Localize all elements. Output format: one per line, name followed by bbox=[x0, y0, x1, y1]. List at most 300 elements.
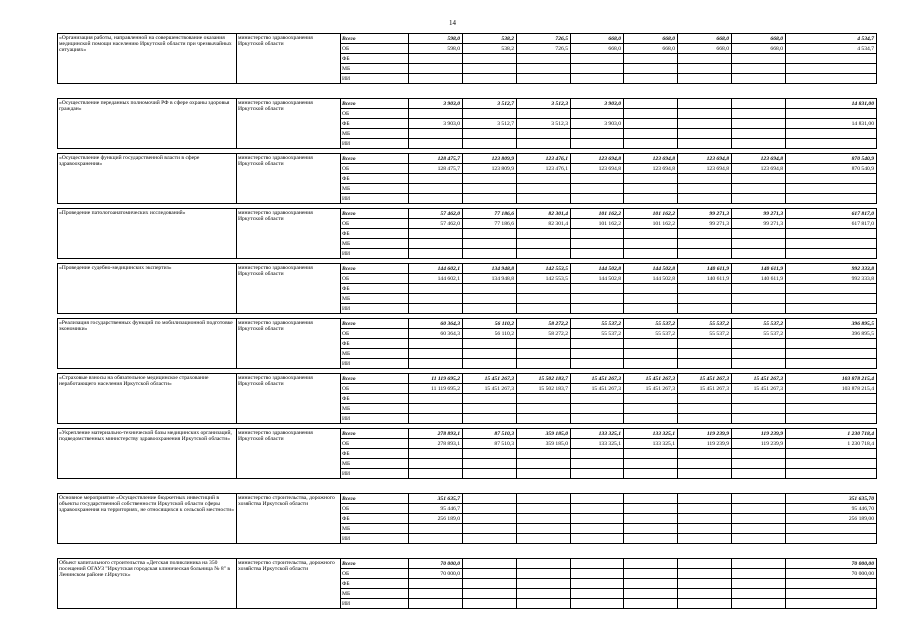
total-cell: 4 534,7 bbox=[786, 44, 877, 54]
year-value-cell bbox=[517, 349, 571, 359]
year-value-cell bbox=[571, 339, 624, 349]
year-value-cell bbox=[732, 449, 786, 459]
year-value-cell: 256 189,0 bbox=[409, 514, 463, 524]
year-value-cell bbox=[517, 64, 571, 74]
funding-source-code: ОБ bbox=[341, 329, 409, 339]
total-cell bbox=[786, 294, 877, 304]
year-value-cell: 668,0 bbox=[624, 44, 678, 54]
year-value-cell bbox=[517, 284, 571, 294]
year-value-cell bbox=[732, 239, 786, 249]
year-value-cell bbox=[409, 304, 463, 314]
year-value-cell bbox=[624, 559, 678, 569]
year-value-cell bbox=[463, 64, 517, 74]
total-cell bbox=[786, 184, 877, 194]
year-value-cell bbox=[463, 414, 517, 424]
year-value-cell: 668,0 bbox=[732, 44, 786, 54]
funding-source-code: ИИ bbox=[341, 139, 409, 149]
funding-source-code: Всего bbox=[341, 319, 409, 329]
total-cell: 617 817,0 bbox=[786, 219, 877, 229]
total-cell bbox=[786, 339, 877, 349]
year-value-cell: 3 512,3 bbox=[517, 99, 571, 109]
funding-source-code: МБ bbox=[341, 184, 409, 194]
year-value-cell bbox=[517, 599, 571, 609]
funding-source-code: ИИ bbox=[341, 534, 409, 544]
measure-name: «Реализация государственных функций по мобилизационной подготовке экономики» bbox=[58, 319, 237, 369]
year-value-cell bbox=[571, 359, 624, 369]
year-value-cell: 278 893,1 bbox=[409, 439, 463, 449]
year-value-cell: 3 903,0 bbox=[409, 99, 463, 109]
year-value-cell: 55 537,2 bbox=[732, 329, 786, 339]
year-value-cell bbox=[409, 579, 463, 589]
table-row-total bbox=[58, 34, 877, 44]
total-cell bbox=[786, 579, 877, 589]
funding-source-code: МБ bbox=[341, 459, 409, 469]
year-value-cell bbox=[409, 139, 463, 149]
year-value-cell: 133 325,1 bbox=[571, 439, 624, 449]
total-cell bbox=[786, 459, 877, 469]
year-value-cell bbox=[517, 589, 571, 599]
year-value-cell: 123 694,8 bbox=[624, 154, 678, 164]
year-value-cell bbox=[409, 174, 463, 184]
year-value-cell bbox=[571, 349, 624, 359]
year-value-cell: 15 451 267,3 bbox=[463, 384, 517, 394]
total-cell: 103 878 215,4 bbox=[786, 384, 877, 394]
year-value-cell bbox=[678, 514, 732, 524]
year-value-cell: 140 611,9 bbox=[732, 274, 786, 284]
year-value-cell: 101 162,2 bbox=[571, 219, 624, 229]
executor-name: министерство здравоохранения Иркутской области bbox=[237, 429, 341, 479]
year-value-cell: 133 325,1 bbox=[624, 439, 678, 449]
page-number: 14 bbox=[449, 19, 456, 27]
year-value-cell bbox=[678, 469, 732, 479]
year-value-cell: 140 611,9 bbox=[678, 264, 732, 274]
year-value-cell: 119 239,9 bbox=[678, 429, 732, 439]
year-value-cell bbox=[678, 194, 732, 204]
year-value-cell bbox=[624, 64, 678, 74]
year-value-cell bbox=[624, 394, 678, 404]
total-cell: 870 540,9 bbox=[786, 154, 877, 164]
year-value-cell bbox=[463, 249, 517, 259]
year-value-cell bbox=[732, 139, 786, 149]
year-value-cell: 123 809,9 bbox=[463, 164, 517, 174]
year-value-cell: 123 809,9 bbox=[463, 154, 517, 164]
year-value-cell bbox=[732, 504, 786, 514]
funding-source-code: Всего bbox=[341, 154, 409, 164]
year-value-cell bbox=[517, 239, 571, 249]
funding-source-code: ФБ bbox=[341, 229, 409, 239]
year-value-cell bbox=[463, 304, 517, 314]
total-cell bbox=[786, 524, 877, 534]
year-value-cell bbox=[571, 534, 624, 544]
block-spacer bbox=[58, 84, 877, 99]
funding-source-code: Всего bbox=[341, 494, 409, 504]
year-value-cell bbox=[409, 414, 463, 424]
year-value-cell: 538,2 bbox=[463, 44, 517, 54]
year-value-cell: 123 694,8 bbox=[571, 164, 624, 174]
funding-source-code: ОБ bbox=[341, 219, 409, 229]
year-value-cell bbox=[463, 54, 517, 64]
year-value-cell bbox=[409, 394, 463, 404]
funding-source-code: Всего bbox=[341, 264, 409, 274]
year-value-cell bbox=[571, 229, 624, 239]
total-cell: 70 000,00 bbox=[786, 559, 877, 569]
year-value-cell bbox=[678, 139, 732, 149]
year-value-cell: 726,5 bbox=[517, 34, 571, 44]
year-value-cell: 55 537,2 bbox=[678, 319, 732, 329]
year-value-cell bbox=[732, 74, 786, 84]
year-value-cell bbox=[463, 174, 517, 184]
funding-source-code: ИИ bbox=[341, 469, 409, 479]
year-value-cell: 56 110,2 bbox=[463, 329, 517, 339]
year-value-cell bbox=[624, 249, 678, 259]
year-value-cell bbox=[409, 74, 463, 84]
year-value-cell bbox=[678, 459, 732, 469]
year-value-cell: 57 462,0 bbox=[409, 209, 463, 219]
year-value-cell bbox=[517, 339, 571, 349]
year-value-cell: 123 694,8 bbox=[624, 164, 678, 174]
year-value-cell bbox=[409, 194, 463, 204]
funding-source-code: ФБ bbox=[341, 174, 409, 184]
year-value-cell bbox=[463, 569, 517, 579]
total-cell: 1 230 718,4 bbox=[786, 439, 877, 449]
year-value-cell bbox=[463, 229, 517, 239]
year-value-cell bbox=[517, 229, 571, 239]
year-value-cell bbox=[517, 469, 571, 479]
year-value-cell: 144 502,8 bbox=[571, 264, 624, 274]
year-value-cell bbox=[732, 184, 786, 194]
year-value-cell bbox=[463, 394, 517, 404]
measure-name: «Проведение судебно-медицинских экспертиз» bbox=[58, 264, 237, 314]
year-value-cell bbox=[463, 184, 517, 194]
year-value-cell bbox=[409, 294, 463, 304]
year-value-cell bbox=[678, 229, 732, 239]
year-value-cell bbox=[571, 184, 624, 194]
year-value-cell bbox=[624, 414, 678, 424]
year-value-cell bbox=[678, 394, 732, 404]
year-value-cell bbox=[517, 74, 571, 84]
funding-source-code: ИИ bbox=[341, 359, 409, 369]
year-value-cell: 123 476,1 bbox=[517, 164, 571, 174]
year-value-cell: 77 186,6 bbox=[463, 209, 517, 219]
year-value-cell: 128 475,7 bbox=[409, 164, 463, 174]
year-value-cell: 726,5 bbox=[517, 44, 571, 54]
year-value-cell bbox=[571, 64, 624, 74]
year-value-cell: 119 239,9 bbox=[732, 439, 786, 449]
year-value-cell bbox=[624, 599, 678, 609]
funding-source-code: Всего bbox=[341, 559, 409, 569]
year-value-cell: 15 451 267,3 bbox=[732, 374, 786, 384]
year-value-cell bbox=[517, 404, 571, 414]
year-value-cell bbox=[624, 54, 678, 64]
year-value-cell: 134 948,8 bbox=[463, 274, 517, 284]
executor-name: министерство здравоохранения Иркутской области bbox=[237, 154, 341, 204]
total-cell: 103 878 215,4 bbox=[786, 374, 877, 384]
total-cell bbox=[786, 589, 877, 599]
year-value-cell bbox=[517, 494, 571, 504]
year-value-cell bbox=[409, 349, 463, 359]
year-value-cell bbox=[463, 579, 517, 589]
year-value-cell: 668,0 bbox=[732, 34, 786, 44]
table-row-total bbox=[58, 494, 877, 504]
year-value-cell bbox=[571, 459, 624, 469]
year-value-cell bbox=[624, 404, 678, 414]
year-value-cell: 15 451 267,3 bbox=[624, 384, 678, 394]
spacer-cell bbox=[58, 84, 877, 99]
year-value-cell bbox=[732, 469, 786, 479]
year-value-cell bbox=[571, 394, 624, 404]
year-value-cell bbox=[678, 74, 732, 84]
total-cell bbox=[786, 599, 877, 609]
year-value-cell: 11 119 695,2 bbox=[409, 374, 463, 384]
table-row-total bbox=[58, 154, 877, 164]
year-value-cell bbox=[409, 284, 463, 294]
year-value-cell bbox=[463, 139, 517, 149]
year-value-cell: 123 694,8 bbox=[732, 154, 786, 164]
total-cell bbox=[786, 284, 877, 294]
year-value-cell: 3 903,0 bbox=[571, 119, 624, 129]
year-value-cell bbox=[463, 74, 517, 84]
spacer-cell bbox=[58, 479, 877, 494]
year-value-cell bbox=[678, 119, 732, 129]
year-value-cell bbox=[517, 504, 571, 514]
year-value-cell bbox=[624, 184, 678, 194]
year-value-cell bbox=[624, 119, 678, 129]
year-value-cell bbox=[409, 184, 463, 194]
year-value-cell: 70 000,0 bbox=[409, 569, 463, 579]
year-value-cell: 144 502,8 bbox=[624, 274, 678, 284]
year-value-cell: 144 502,8 bbox=[571, 274, 624, 284]
year-value-cell bbox=[732, 109, 786, 119]
year-value-cell bbox=[409, 599, 463, 609]
year-value-cell bbox=[517, 459, 571, 469]
measure-name: «Организация работы, направленной на совершенствование оказания медицинской помощи населению Иркутской области при чрезвычайных ситуациях» bbox=[58, 34, 237, 84]
year-value-cell bbox=[624, 194, 678, 204]
year-value-cell bbox=[571, 449, 624, 459]
year-value-cell bbox=[624, 129, 678, 139]
year-value-cell bbox=[678, 129, 732, 139]
year-value-cell bbox=[732, 559, 786, 569]
year-value-cell bbox=[517, 524, 571, 534]
year-value-cell bbox=[463, 194, 517, 204]
year-value-cell bbox=[732, 404, 786, 414]
total-cell: 351 635,70 bbox=[786, 494, 877, 504]
year-value-cell: 668,0 bbox=[624, 34, 678, 44]
year-value-cell: 82 301,4 bbox=[517, 219, 571, 229]
funding-source-code: МБ bbox=[341, 294, 409, 304]
funding-source-code: ФБ bbox=[341, 579, 409, 589]
year-value-cell bbox=[517, 514, 571, 524]
year-value-cell bbox=[409, 229, 463, 239]
total-cell bbox=[786, 194, 877, 204]
year-value-cell bbox=[624, 294, 678, 304]
year-value-cell: 3 903,0 bbox=[409, 119, 463, 129]
total-cell: 1 230 718,4 bbox=[786, 429, 877, 439]
measure-name: «Страховые взносы на обязательное медицинское страхование неработающего населения Иркутской области» bbox=[58, 374, 237, 424]
funding-source-code: ОБ bbox=[341, 504, 409, 514]
total-cell: 14 831,00 bbox=[786, 99, 877, 109]
year-value-cell bbox=[409, 534, 463, 544]
year-value-cell bbox=[678, 414, 732, 424]
year-value-cell bbox=[463, 339, 517, 349]
year-value-cell: 15 451 267,3 bbox=[678, 384, 732, 394]
year-value-cell bbox=[571, 129, 624, 139]
year-value-cell bbox=[571, 559, 624, 569]
funding-source-code: Всего bbox=[341, 99, 409, 109]
year-value-cell bbox=[517, 359, 571, 369]
year-value-cell bbox=[463, 514, 517, 524]
year-value-cell bbox=[624, 449, 678, 459]
total-cell bbox=[786, 414, 877, 424]
executor-name: министерство здравоохранения Иркутской области bbox=[237, 99, 341, 149]
year-value-cell: 95 446,7 bbox=[409, 504, 463, 514]
funding-source-code: ФБ bbox=[341, 339, 409, 349]
year-value-cell bbox=[624, 349, 678, 359]
year-value-cell: 123 694,8 bbox=[678, 164, 732, 174]
year-value-cell bbox=[624, 284, 678, 294]
funding-source-code: ИИ bbox=[341, 599, 409, 609]
year-value-cell bbox=[624, 304, 678, 314]
year-value-cell bbox=[678, 559, 732, 569]
year-value-cell bbox=[571, 239, 624, 249]
year-value-cell: 56 110,2 bbox=[463, 319, 517, 329]
year-value-cell bbox=[463, 294, 517, 304]
year-value-cell bbox=[463, 359, 517, 369]
executor-name: министерство здравоохранения Иркутской области bbox=[237, 374, 341, 424]
year-value-cell bbox=[517, 194, 571, 204]
total-cell bbox=[786, 129, 877, 139]
year-value-cell: 668,0 bbox=[678, 34, 732, 44]
year-value-cell bbox=[624, 534, 678, 544]
year-value-cell: 128 475,7 bbox=[409, 154, 463, 164]
year-value-cell bbox=[732, 99, 786, 109]
total-cell: 870 540,9 bbox=[786, 164, 877, 174]
funding-source-code: ИИ bbox=[341, 414, 409, 424]
year-value-cell bbox=[732, 349, 786, 359]
year-value-cell: 3 512,7 bbox=[463, 99, 517, 109]
year-value-cell bbox=[732, 514, 786, 524]
executor-name: министерство здравоохранения Иркутской области bbox=[237, 34, 341, 84]
year-value-cell bbox=[624, 339, 678, 349]
year-value-cell bbox=[517, 304, 571, 314]
year-value-cell: 351 635,7 bbox=[409, 494, 463, 504]
year-value-cell bbox=[732, 589, 786, 599]
year-value-cell bbox=[678, 284, 732, 294]
year-value-cell bbox=[517, 249, 571, 259]
table-row-total bbox=[58, 209, 877, 219]
funding-source-code: ОБ bbox=[341, 44, 409, 54]
funding-source-code: МБ bbox=[341, 64, 409, 74]
year-value-cell: 15 451 267,3 bbox=[624, 374, 678, 384]
funding-source-code: ИИ bbox=[341, 194, 409, 204]
funding-source-code: МБ bbox=[341, 524, 409, 534]
funding-source-code: ИИ bbox=[341, 304, 409, 314]
total-cell: 992 333,8 bbox=[786, 264, 877, 274]
year-value-cell bbox=[571, 249, 624, 259]
year-value-cell: 87 510,3 bbox=[463, 439, 517, 449]
year-value-cell bbox=[463, 494, 517, 504]
funding-source-code: ОБ bbox=[341, 569, 409, 579]
total-cell: 396 895,5 bbox=[786, 319, 877, 329]
year-value-cell bbox=[517, 394, 571, 404]
total-cell bbox=[786, 139, 877, 149]
total-cell bbox=[786, 109, 877, 119]
funding-source-code: Всего bbox=[341, 209, 409, 219]
total-cell bbox=[786, 239, 877, 249]
year-value-cell: 82 301,4 bbox=[517, 209, 571, 219]
year-value-cell bbox=[678, 339, 732, 349]
year-value-cell bbox=[463, 534, 517, 544]
year-value-cell bbox=[732, 459, 786, 469]
executor-name: министерство здравоохранения Иркутской области bbox=[237, 264, 341, 314]
funding-source-code: ФБ bbox=[341, 284, 409, 294]
year-value-cell bbox=[678, 99, 732, 109]
year-value-cell bbox=[571, 414, 624, 424]
year-value-cell bbox=[571, 404, 624, 414]
year-value-cell bbox=[409, 64, 463, 74]
total-cell: 4 534,7 bbox=[786, 34, 877, 44]
year-value-cell bbox=[517, 174, 571, 184]
year-value-cell: 15 451 267,3 bbox=[678, 374, 732, 384]
year-value-cell bbox=[624, 469, 678, 479]
year-value-cell bbox=[463, 469, 517, 479]
year-value-cell: 15 451 267,3 bbox=[463, 374, 517, 384]
year-value-cell: 55 537,2 bbox=[571, 319, 624, 329]
year-value-cell: 58 272,2 bbox=[517, 319, 571, 329]
year-value-cell bbox=[571, 569, 624, 579]
year-value-cell: 123 694,8 bbox=[732, 164, 786, 174]
year-value-cell bbox=[624, 524, 678, 534]
executor-name: министерство строительства, дорожного хозяйства Иркутской области bbox=[237, 494, 341, 544]
year-value-cell bbox=[678, 599, 732, 609]
year-value-cell bbox=[409, 339, 463, 349]
year-value-cell bbox=[732, 579, 786, 589]
year-value-cell bbox=[409, 359, 463, 369]
spacer-cell bbox=[58, 544, 877, 559]
year-value-cell: 57 462,0 bbox=[409, 219, 463, 229]
year-value-cell: 133 325,1 bbox=[624, 429, 678, 439]
year-value-cell: 87 510,3 bbox=[463, 429, 517, 439]
year-value-cell bbox=[517, 184, 571, 194]
year-value-cell bbox=[624, 569, 678, 579]
year-value-cell bbox=[732, 524, 786, 534]
year-value-cell bbox=[678, 494, 732, 504]
year-value-cell bbox=[463, 459, 517, 469]
year-value-cell bbox=[624, 229, 678, 239]
year-value-cell: 11 119 695,2 bbox=[409, 384, 463, 394]
year-value-cell bbox=[624, 589, 678, 599]
year-value-cell bbox=[732, 284, 786, 294]
total-cell: 256 189,00 bbox=[786, 514, 877, 524]
table-row-total bbox=[58, 319, 877, 329]
year-value-cell bbox=[624, 74, 678, 84]
funding-source-code: ФБ bbox=[341, 119, 409, 129]
year-value-cell: 99 271,3 bbox=[732, 219, 786, 229]
year-value-cell: 60 364,3 bbox=[409, 319, 463, 329]
block-spacer bbox=[58, 479, 877, 494]
year-value-cell bbox=[409, 109, 463, 119]
year-value-cell bbox=[678, 359, 732, 369]
year-value-cell: 134 948,8 bbox=[463, 264, 517, 274]
year-value-cell bbox=[678, 534, 732, 544]
year-value-cell bbox=[517, 54, 571, 64]
year-value-cell: 140 611,9 bbox=[678, 274, 732, 284]
year-value-cell bbox=[571, 589, 624, 599]
total-cell: 95 446,70 bbox=[786, 504, 877, 514]
funding-source-code: Всего bbox=[341, 429, 409, 439]
total-cell bbox=[786, 54, 877, 64]
year-value-cell bbox=[517, 109, 571, 119]
year-value-cell bbox=[732, 304, 786, 314]
